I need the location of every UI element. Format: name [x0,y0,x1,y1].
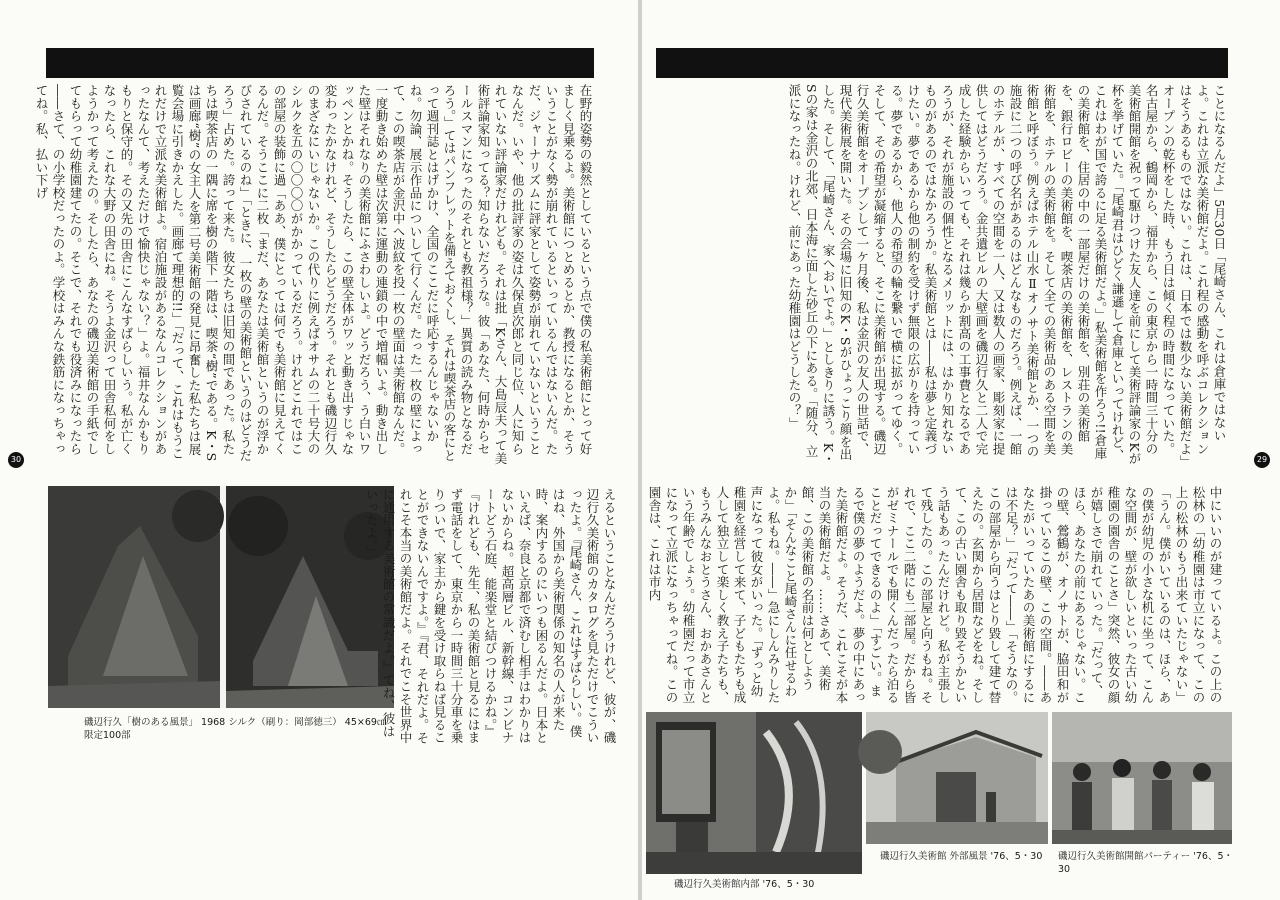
article-text-right-top: ことになるんだよ」5月30日「尾崎さん、これは倉庫ではないよ。これは立派な美術館だよ。これ程の感動を呼ぶコレクションはそうあるものではない。これは、日本では数少ない美術館だよ」オープンの乾杯をした時、もう日は傾く程の時間になっていた。名古屋から、鶴岡から、福井から、この東京から一時間三十分の美術館開館を祝って駆けつけた友人達を前にして美術評論家のKが杯を挙げていた。「尾崎君はひどく謙遜して倉庫といってけれど、これはわが国で誇るに足る美術館だよ。」私美術館を作ろう!!倉庫の美術館を、住居の中の一部屋だけの美術館を、別荘の美術館を、銀行ロビーの美術館を、喫茶店の美術館を、レストランの美術館を、ホテルの美術館を。そして全ての美術品のある空間を美術館と呼ぼう。例えばホテル山水Ⅱオノサト美術館とか、一つの施設に二つの呼び名があるのはどんなものだろう。例えば、一館のホテルが、すべての空間を一人、又は数人の画家、彫刻家に提供してはどうだろう。金共遺ビルの大壁画を磯辺行久と二人で完成した経験からいっても、それは幾らか割高の工事費となるであろうが、それが施設の個性となるメリットには、はかり知れないものがあるのではなかろうか。私美術館とは――私は夢と定義づけたい。夢であるから他の制約を受けず無限の広がりを持っている。夢であるから、他人の希望の輪を繋いで横に拡がってゆく。そして、その希望が凝縮すると、そこに美術館が出現する。磯辺行久美術館をオープンして一ケ月後、私は金沢の友人の世話で、現代美術展を開いた。その会場に旧知のK・Sがひょっこり顔を出した。そして、「尾崎さん、家へおいでよ。」としきりに誘う。K・Sの家は金沢の北郊、日本海に面した砂丘の下にある。「随分、立派になったね。けれど、前にあった幼稚園はどうしたの？」 [787,84,1227,466]
page-number-left: 30 [8,452,24,468]
interior-image [646,712,862,874]
exterior-image [866,712,1048,844]
artwork-caption-line1: 磯辺行久「樹のある風景」 1968 シルク（刷り：岡部徳三） 45×69㎝ [84,717,387,728]
interior-caption: 磯辺行久美術館内部 '76、5・30 [674,879,815,890]
right-bottom-text [647,486,1224,704]
right-top-text [672,84,1228,466]
artwork-photo [48,486,394,708]
article-text-left-top: 在野的姿勢の毅然としているという点で僕の私美術館にとって好ましく見乗るよ。美術館につとめるとか、教授になるとか、そういうことがなく勢が崩れているといっているんではないんだ。ただ、ジャーナリズムに評家として姿勢が崩れていないということなんだ。いや、他の批評家の姿は久保貞次郎と同じ位、人に知られていない評論家だけれども。それは批「Kさん、大島辰夫って美術評論家知ってる？知らないだろうな。彼「あなた、何時からセールスマンになったのそれとも教祖様？」異質の読み物となるだろう。」てはパンフレットを備えておくし、それは喫茶店の客にとって週刊誌とはげかけ、全国のここだに呼応するんじゃないかね。勿論、展示作品についして行くんだ。たった一枚の壁によって、この喫茶店が金沢中へ波紋を投一枚の壁面は美術館なんだ。一度動き始めた壁は次第に運動の連鎖の中で増幅いよ。動き出した壁はそれなりの美術館にふさわしいよ。どうだろう、う白いワッペンとかね。そうしたら、この壁全体がワッと動き出すじゃな変わったかなけれど、そうしたらどうだろう。それとも磯辺行久のまざなにいじゃないか。この代りに例えばオサムの二十号大のシルクを五の〇〇〇〇がかかっているだろう。けれどこれではこの部屋の装飾に過「ああ、僕にとっては何でも美術館に見えてくるんだ。そうここに二枚「まだ、あなたは美術館というのが浮かびされているのね」「ときに、一枚の壁の美術館というのはどうだろう」占めた。誇って来た。彼女たちは旧知の間であった。私たちは喫茶店の一隅に席を樹の階下一階は、喫茶“樹”である。K・Sは画廊“樹”の女主人を第二号美術館の発見に昂奮した私たちは展覧会場に引きかえした。画廊て理想的!!」「だって、これはもうこれだけで立派な美術館よ。宿泊施設があるなんコレクションがあったなんて、考えただけで愉快じゃない？」よ。福井なんかもりもりと保守的。その又先の田舎にこんなすばらしいう。私が亡くなったら、これな大野の田舎にね。そうよ金沢って田舎私何をしようかって考えたの。そしたら、あなたの磯辺美術館の手紙でしてもらって幼稚園建てたの。そこで、それでも役済みになったら――さて、の小学校だったのよ。学校はみんな鉄筋になっちゃってね。私、払い下げ [34,84,593,465]
party-image [1052,712,1232,844]
left-bottom-text [364,488,618,748]
article-text-left-bottom: えるということなんだろうけれど、彼が、磯辺行久美術館のカタログを見ただけでこういったよ。『尾崎さん、これはすばらしい。僕はね、外国から美術関係の知名の人が来た時、案内するのにいつも困るんだよ。日本といえば、奈良と京都で済むし相手はわかりはないからね。超高層ビル、新幹線、コンビナートどう石庭、能楽堂と結びつけるかね。』『けれども、先生、私の美術館と見るにはまず電話をして、東京から一時間三十分車を乗りついで、家主から鍵を受け取らねば見ることができないんですよ。』『君、それだよ。それこそ本当の美術館だよ。それでこそ世界中に通用する美術館の常識だよ。』てね、彼はいったよ。」 [364,488,617,745]
article-text-right-bottom: 中にいいのが建っているよ。この上の松林の「幼稚園は市立になって、この上の松林のもう出来ていたじゃない」「うん。僕がいているのは、ほら、あの僕が幼児の小さな机に坐って、こんな空間が、壁が欲しいといった古い幼稚園の園舎のことさ」突然、彼女の顔が嬉しさで崩れていった。「だって、ほら、あなたの前にあるじゃない。この壁、鶯鶴が、オノサトが、脇田和が掛っているこの壁、この空間。――あなたがいっていたあの美術館にするには不足？」「だって――」「そうなの。この部屋から向うはとり毀して建て替えたの。玄関から居間などをね。そして、この古い園舎も取り毀そうかという話もあったんだけれど。私が主張して残したの。この部屋と向うもね。それで、ここ二階にも二部屋。だから皆がゼミナールでも開くんだったら泊ることだってできるのよ」「すごい。まるで僕の夢のようだよ。夢の中にあった美術館だよ。そうだ、これこそが本当の美術館だよ。……さあて、美術館、この美術館の名前は何としようか」「そんなこと尾崎さんに任せるわよ。私もね。――」急にしんみりした声になって彼女がいった。「ずっと幼稚園を経営して来て、子どもたちも成人して独立して楽しく教え子たちも、もうみんなおとうさん、おかあさんという年齢でしょう。幼稚園だって市立になって立派になっちゃってね。この園舎は、これは市内 [647,486,1223,704]
party-caption: 磯辺行久美術館開館パーティー '76、5・30 [1058,851,1234,875]
left-header-bar [46,48,594,78]
right-page [642,0,1280,900]
artwork-caption [84,716,404,742]
left-top-text [34,84,594,466]
exterior-photo [866,712,1048,844]
right-header-bar [656,48,1228,78]
artwork-caption-line2: 限定100部 [84,730,131,741]
left-page [0,0,638,900]
interior-photo [646,712,862,874]
exterior-caption: 磯辺行久美術館 外部風景 '76、5・30 [880,851,1043,862]
page-number-right: 29 [1254,452,1270,468]
artwork-image [48,486,394,708]
party-photo [1052,712,1232,844]
